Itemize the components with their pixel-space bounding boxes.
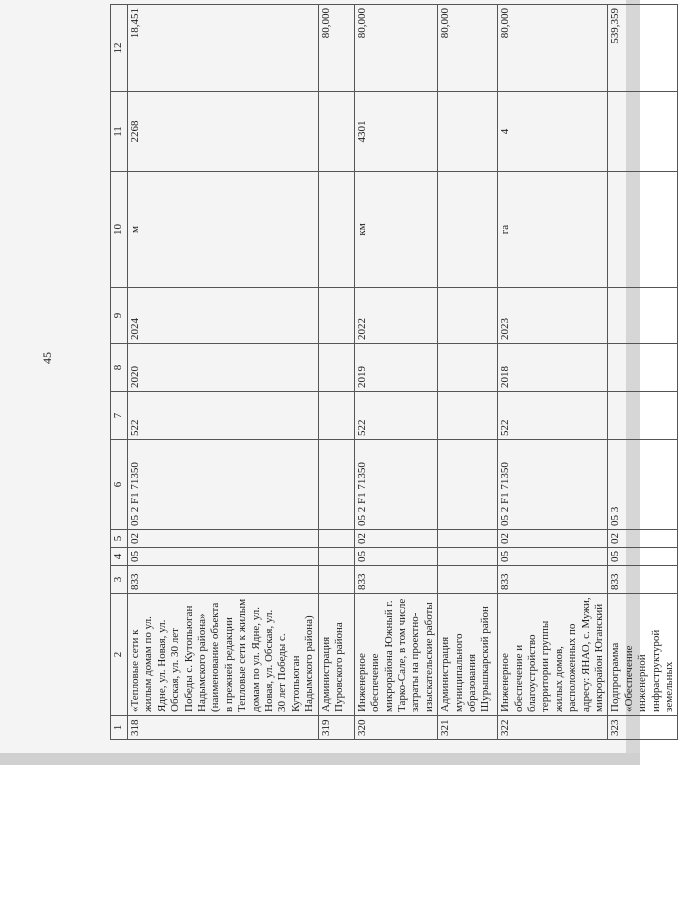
row-number: 319 [318,716,354,740]
row-number: 323 [608,716,678,740]
cell-col3: 833 [354,566,437,594]
cell-col9: 2024 [128,288,319,344]
header-cell: 9 [111,288,128,344]
cell-col7 [608,392,678,440]
cell-col11 [608,92,678,172]
row-name: Подпрограмма «Обеспечение инженерной инфраструктурой земельных [608,594,678,716]
header-row [111,5,128,740]
cell-col3: 833 [608,566,678,594]
cell-col8 [608,344,678,392]
cell-col12: 80,000 [498,5,608,92]
header-cell: 8 [111,344,128,392]
cell-col8 [438,344,498,392]
header-cell: 12 [111,5,128,92]
cell-col11 [438,92,498,172]
table-row [318,5,354,740]
cell-col5 [318,530,354,548]
cell-col4: 05 [128,548,319,566]
cell-col10 [318,172,354,288]
table-row [438,5,498,740]
cell-col6: 05 2 F1 71350 [498,440,608,530]
rotated-table-wrapper [110,5,675,740]
header-cell: 3 [111,566,128,594]
cell-col8: 2018 [498,344,608,392]
cell-col5: 02 [354,530,437,548]
table-row [608,5,678,740]
cell-col5: 02 [608,530,678,548]
cell-col12: 18,451 [128,5,319,92]
cell-col6: 05 2 F1 71350 [354,440,437,530]
budget-table [110,4,678,740]
row-name: Администрация Пуровского района [318,594,354,716]
cell-col6: 05 2 F1 71350 [128,440,319,530]
cell-col12: 80,000 [318,5,354,92]
cell-col7 [318,392,354,440]
header-cell: 1 [111,716,128,740]
header-cell: 2 [111,594,128,716]
cell-col6 [438,440,498,530]
cell-col4 [438,548,498,566]
cell-col9 [608,288,678,344]
cell-col12: 539,359 [608,5,678,92]
table-row [354,5,437,740]
page-number: 45 [40,352,54,364]
header-cell: 7 [111,392,128,440]
cell-col10 [608,172,678,288]
cell-col8: 2019 [354,344,437,392]
row-name: Инженерное обеспечение и благоустройство территории группы жилых домов, расположенных по адресу: ЯНАО, с. Мужи, микрорайон Юганский [498,594,608,716]
scan-edge-bottom [0,753,640,765]
cell-col9: 2022 [354,288,437,344]
cell-col4: 05 [608,548,678,566]
row-number: 320 [354,716,437,740]
cell-col5: 02 [498,530,608,548]
cell-col9 [318,288,354,344]
cell-col3: 833 [498,566,608,594]
row-name: Инженерное обеспечение микрорайона Южный г. Тарко-Сале, в том числе затраты на проектно-изыскательские работы [354,594,437,716]
row-number: 322 [498,716,608,740]
cell-col11: 4301 [354,92,437,172]
row-number: 318 [128,716,319,740]
cell-col6 [318,440,354,530]
cell-col9: 2023 [498,288,608,344]
header-cell: 11 [111,92,128,172]
cell-col7: 522 [128,392,319,440]
cell-col12: 80,000 [354,5,437,92]
row-number: 321 [438,716,498,740]
cell-col7: 522 [498,392,608,440]
cell-col4: 05 [354,548,437,566]
cell-col4: 05 [498,548,608,566]
cell-col4 [318,548,354,566]
cell-col7: 522 [354,392,437,440]
header-cell: 10 [111,172,128,288]
cell-col9 [438,288,498,344]
cell-col5 [438,530,498,548]
cell-col3 [438,566,498,594]
cell-col10 [438,172,498,288]
header-cell: 5 [111,530,128,548]
table-row [498,5,608,740]
cell-col10: м [128,172,319,288]
cell-col6: 05 3 [608,440,678,530]
header-cell: 6 [111,440,128,530]
cell-col3 [318,566,354,594]
row-name: «Тепловые сети к жилым домам по ул. Ядне, ул. Новая, ул. Обская, ул. 30 лет Победы с. Кутопьюган Надымского района» (наименование объекта в прежней редакции Тепловые сети к жилым домам по ул. Ядне, ул. Новая, ул. Обская, ул. 30 лет Победы с. Кутопьюган Надымского района) [128,594,319,716]
cell-col11: 4 [498,92,608,172]
cell-col12: 80,000 [438,5,498,92]
cell-col8: 2020 [128,344,319,392]
cell-col10: га [498,172,608,288]
cell-col11: 2268 [128,92,319,172]
cell-col3: 833 [128,566,319,594]
cell-col8 [318,344,354,392]
table-row [128,5,319,740]
cell-col7 [438,392,498,440]
cell-col5: 02 [128,530,319,548]
cell-col10: км [354,172,437,288]
row-name: Администрация муниципального образования Шурышкарский район [438,594,498,716]
cell-col11 [318,92,354,172]
header-cell: 4 [111,548,128,566]
